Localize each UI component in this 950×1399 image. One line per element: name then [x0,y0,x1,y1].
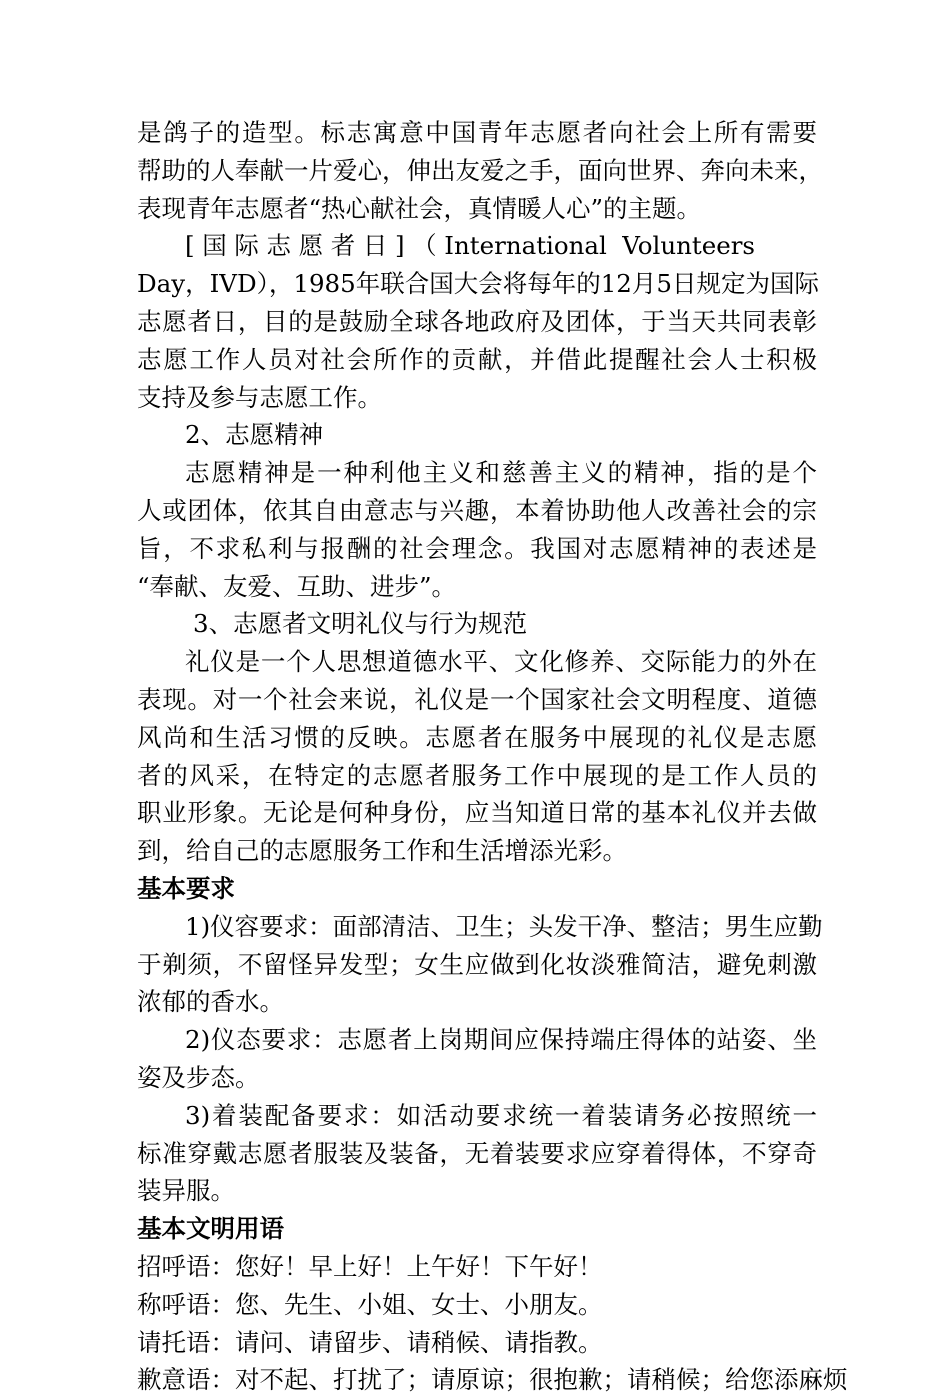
text-line: 浓郁的香水。 [137,987,284,1017]
text-line: 职业形象。无论是何种身份，应当知道日常的基本礼仪并去做 [137,798,817,828]
text-line: 装异服。 [137,1176,235,1206]
text-line: 志愿者日，目的是鼓励全球各地政府及团体，于当天共同表彰 [137,306,817,336]
text-line: 者的风采，在特定的志愿者服务工作中展现的是工作人员的 [137,760,817,790]
text-line: Day，IVD），1985年联合国大会将每年的12月5日规定为国际 [137,269,819,299]
text-line: 是鸽子的造型。标志寓意中国青年志愿者向社会上所有需要 [137,118,817,147]
text-line: 志愿工作人员对社会所作的贡献，并借此提醒社会人士积极 [137,344,817,374]
text-line: 志愿精神是一种利他主义和慈善主义的精神，指的是个 [185,458,817,488]
text-line: [国际志愿者日]（International Volunteers [185,231,755,261]
section-heading: 3、志愿者文明礼仪与行为规范 [193,609,528,639]
text-line: 礼仪是一个人思想道德水平、文化修养、交际能力的外在 [185,647,817,677]
text-line: 招呼语：您好！早上好！上午好！下午好！ [137,1251,603,1281]
text-line: 3)着装配备要求：如活动要求统一着装请务必按照统一 [185,1100,817,1130]
text-line: 标准穿戴志愿者服装及装备，无着装要求应穿着得体，不穿奇 [137,1138,817,1168]
text-line: 2)仪态要求：志愿者上岗期间应保持端庄得体的站姿、坐 [185,1025,817,1055]
bold-heading: 基本要求 [137,873,235,903]
section-heading: 2、志愿精神 [185,420,324,450]
text-line: 支持及参与志愿工作。 [137,382,382,412]
text-line: 歉意语：对不起、打扰了；请原谅；很抱歉；请稍候；给您添麻烦 [137,1365,848,1395]
text-line: “奉献、友爱、互助、进步”。 [137,571,457,601]
text-line: 表现青年志愿者“热心献社会，真情暖人心”的主题。 [137,193,702,223]
text-line: 旨，不求私利与报酬的社会理念。我国对志愿精神的表述是 [137,533,817,563]
text-line: 帮助的人奉献一片爱心，伸出友爱之手，面向世界、奔向未来， [137,155,823,185]
text-line: 1)仪容要求：面部清洁、卫生；头发干净、整洁；男生应勤 [185,911,823,941]
text-line: 姿及步态。 [137,1062,260,1092]
text-line: 于剃须，不留怪异发型；女生应做到化妆淡雅简洁，避免刺激 [137,949,817,979]
text-line: 人或团体，依其自由意志与兴趣，本着协助他人改善社会的宗 [137,495,817,525]
text-line: 称呼语：您、先生、小姐、女士、小朋友。 [137,1289,603,1319]
text-line: 请托语：请问、请留步、请稍候、请指教。 [137,1327,603,1357]
text-line: 表现。对一个社会来说，礼仪是一个国家社会文明程度、道德 [137,684,817,714]
text-line: 风尚和生活习惯的反映。志愿者在服务中展现的礼仪是志愿 [137,722,817,752]
document-page [137,114,848,1399]
bold-heading: 基本文明用语 [137,1214,284,1244]
text-line: 到，给自己的志愿服务工作和生活增添光彩。 [137,836,627,866]
